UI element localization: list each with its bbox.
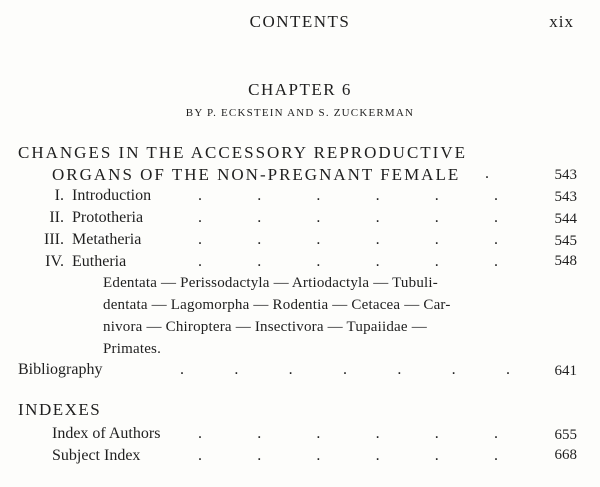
section-label: Introduction (72, 187, 152, 204)
chapter-title: CHAPTER 6 (248, 80, 352, 99)
eutheria-orders-line-3: nivora — Chiroptera — Insectivora — Tupaiidae — (103, 319, 427, 335)
leader-dots: . . . . . . (198, 253, 498, 270)
chapter-heading-page: 543 (554, 167, 577, 183)
leader-dots: . . . . . . (198, 231, 498, 248)
section-page: 548 (554, 253, 577, 269)
indexes-heading: INDEXES (18, 400, 102, 419)
bibliography-label: Bibliography (18, 361, 103, 378)
index-page: 655 (554, 427, 577, 443)
bibliography-page: 641 (554, 363, 577, 379)
section-page: 543 (554, 189, 577, 205)
section-page: 545 (554, 233, 577, 249)
leader-dots: . . . . . . . (180, 361, 510, 378)
section-label: Eutheria (72, 253, 127, 270)
toc-entry-bibliography (0, 361, 600, 383)
section-numeral: III. (44, 231, 64, 248)
toc-entry-subject-index (0, 447, 600, 469)
section-numeral: II. (49, 209, 64, 226)
index-page: 668 (554, 447, 577, 463)
section-numeral: IV. (45, 253, 64, 270)
toc-entry-metatheria (0, 231, 600, 253)
toc-entry-eutheria (0, 253, 600, 275)
eutheria-orders-line-4: Primates. (103, 341, 162, 357)
section-label: Metatheria (72, 231, 142, 248)
index-label: Index of Authors (52, 425, 161, 442)
section-page: 544 (554, 211, 577, 227)
chapter-byline: BY P. ECKSTEIN AND S. ZUCKERMAN (185, 107, 415, 119)
eutheria-orders-line-1: Edentata — Perissodactyla — Artiodactyla — Tubuli- (103, 275, 438, 291)
toc-entry-introduction (0, 187, 600, 209)
page-number: xix (549, 12, 574, 31)
chapter-heading-line-2: ORGANS OF THE NON-PREGNANT FEMALE (52, 165, 461, 184)
index-label: Subject Index (52, 447, 141, 464)
toc-entry-prototheria (0, 209, 600, 231)
leader-dots: . . . . . . (198, 425, 498, 442)
chapter-heading-line-1: CHANGES IN THE ACCESSORY REPRODUCTIVE (18, 143, 467, 162)
leader-dots: . . . . . . (198, 187, 498, 204)
section-label: Prototheria (72, 209, 144, 226)
running-head: CONTENTS (249, 12, 351, 31)
leader-dot: . (485, 165, 489, 182)
toc-entry-index-of-authors (0, 425, 600, 447)
leader-dots: . . . . . . (198, 447, 498, 464)
leader-dots: . . . . . . (198, 209, 498, 226)
eutheria-orders-line-2: dentata — Lagomorpha — Rodentia — Cetacea — Car- (103, 297, 451, 313)
section-numeral: I. (54, 187, 64, 204)
